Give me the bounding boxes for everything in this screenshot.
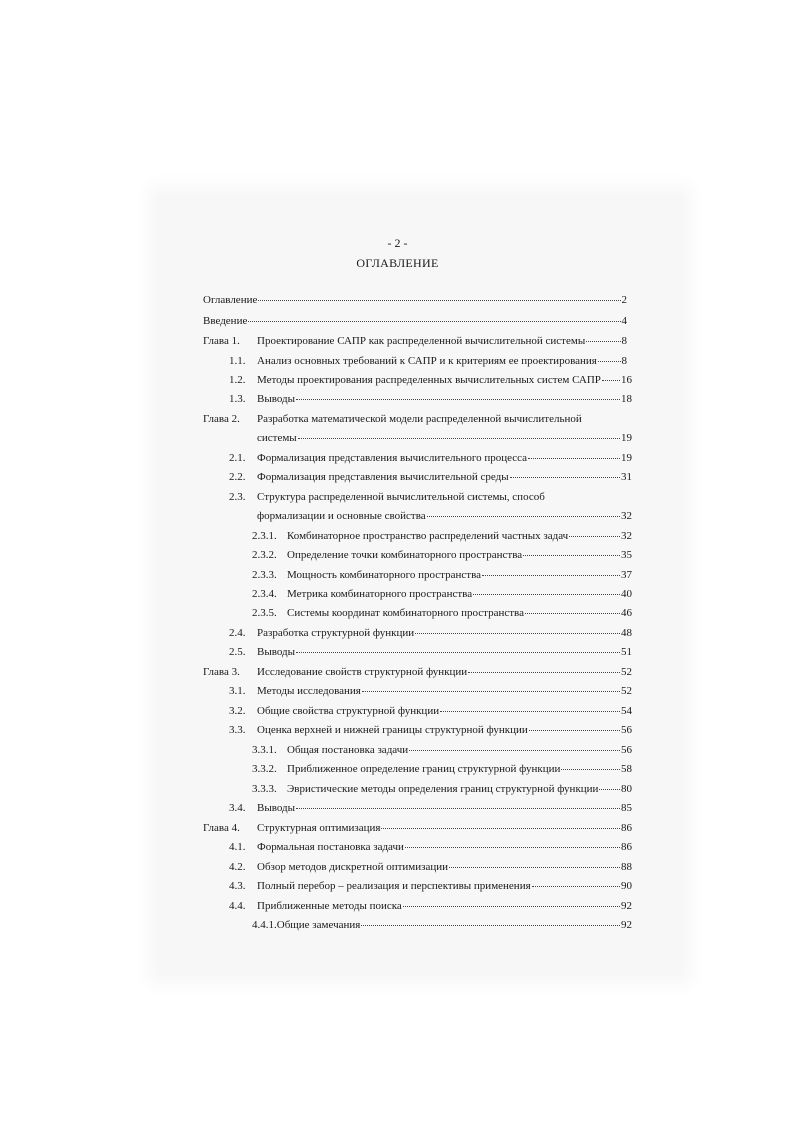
toc-entry-page: 19 (621, 452, 632, 464)
toc-entry-page: 19 (621, 432, 632, 444)
toc-entry-page: 85 (621, 802, 632, 814)
toc-entry-title-cont: системы (257, 432, 297, 444)
toc-entry-page: 92 (621, 900, 632, 912)
toc-entry-page: 46 (621, 607, 632, 619)
scanned-page-background (158, 195, 682, 975)
dot-leader (525, 613, 620, 614)
toc-entry-page: 90 (621, 880, 632, 892)
toc-entry-number: Глава 4. (203, 822, 240, 834)
toc-entry-title: Введение (203, 315, 248, 327)
page-number: - 2 - (387, 236, 408, 250)
toc-entry-number: 4.4. (229, 900, 246, 912)
dot-leader (599, 789, 620, 790)
toc-entry-page: 58 (621, 763, 632, 775)
dot-leader (598, 361, 621, 362)
toc-entry (287, 568, 632, 582)
toc-entry (257, 801, 632, 815)
toc-entry-title: Структурная оптимизация (257, 822, 381, 834)
toc-entry-title: Выводы (257, 393, 296, 405)
dot-leader (482, 575, 620, 576)
toc-entry-title: Эвристические методы определения границ структурной функции (287, 783, 599, 795)
toc-entry-title: Исследование свойств структурной функции (257, 666, 468, 678)
toc-entry (287, 606, 632, 620)
toc-entry-number: 1.2. (229, 374, 246, 386)
toc-entry-page: 8 (621, 335, 627, 347)
toc-entry-page: 56 (621, 724, 632, 736)
toc-entry (257, 899, 632, 913)
dot-leader (523, 555, 620, 556)
toc-entry-number: 3.3.2. (252, 763, 277, 775)
toc-entry (287, 743, 632, 757)
dot-leader (427, 516, 620, 517)
toc-entry (257, 354, 627, 368)
toc-entry (257, 645, 632, 659)
toc-entry-page: 51 (621, 646, 632, 658)
toc-entry-page: 56 (621, 744, 632, 756)
toc-entry (257, 392, 632, 406)
toc-entry-number: Глава 2. (203, 413, 240, 425)
toc-entry-page: 52 (621, 685, 632, 697)
dot-leader (528, 458, 620, 459)
toc-entry-title: Определение точки комбинаторного пространства (287, 549, 523, 561)
toc-entry (257, 860, 632, 874)
dot-leader (296, 652, 620, 653)
dot-leader (602, 380, 620, 381)
toc-entry-page: 8 (621, 355, 627, 367)
toc-entry-page: 35 (621, 549, 632, 561)
toc-entry (257, 821, 632, 835)
toc-entry (203, 293, 627, 307)
toc-entry (287, 529, 632, 543)
dot-leader (403, 906, 620, 907)
toc-entry (257, 470, 632, 484)
toc-entry (257, 704, 632, 718)
toc-entry-page: 40 (621, 588, 632, 600)
toc-entry-number: 2.3.1. (252, 530, 277, 542)
toc-entry-number: 2.3.3. (252, 569, 277, 581)
toc-entry-page: 86 (621, 841, 632, 853)
toc-entry-number: 2.3.2. (252, 549, 277, 561)
toc-entry-page: 2 (621, 294, 627, 306)
toc-entry-title: Выводы (257, 646, 296, 658)
toc-entry-page: 54 (621, 705, 632, 717)
toc-entry-title: Общие свойства структурной функции (257, 705, 440, 717)
toc-entry-number: 4.1. (229, 841, 246, 853)
toc-entry-number: 4.3. (229, 880, 246, 892)
toc-entry-number: 2.2. (229, 471, 246, 483)
dot-leader (362, 691, 620, 692)
dot-leader (473, 594, 620, 595)
toc-entry-title: Приближенное определение границ структурной функции (287, 763, 561, 775)
toc-entry-number: 1.1. (229, 355, 246, 367)
toc-entry-title: Разработка структурной функции (257, 627, 415, 639)
toc-entry-number: 4.4.1. (252, 919, 277, 931)
toc-entry-number: 3.3.3. (252, 783, 277, 795)
toc-entry-title: Приближенные методы поиска (257, 900, 402, 912)
toc-entry-number: 3.3. (229, 724, 246, 736)
dot-leader (561, 769, 620, 770)
dot-leader (258, 300, 620, 301)
toc-entry-title: Оценка верхней и нижней границы структурной функции (257, 724, 528, 736)
toc-entry-title: Структура распределенной вычислительной системы, способ (257, 491, 545, 503)
toc-entry-title: Обзор методов дискретной оптимизации (257, 861, 449, 873)
toc-entry-title: Комбинаторное пространство распределений частных задач (287, 530, 569, 542)
toc-entry-number: 2.3. (229, 491, 246, 503)
toc-entry-title: Выводы (257, 802, 296, 814)
toc-entry-page: 80 (621, 783, 632, 795)
dot-leader (586, 341, 620, 342)
dot-leader (298, 438, 620, 439)
dot-leader (405, 847, 620, 848)
toc-entry-title: Анализ основных требований к САПР и к критериям ее проектирования (257, 355, 597, 367)
toc-entry-title: Метрика комбинаторного пространства (287, 588, 473, 600)
toc-entry (257, 509, 632, 523)
toc-entry (287, 587, 632, 601)
toc-entry (287, 782, 632, 796)
page-title: ОГЛАВЛЕНИЕ (356, 256, 439, 270)
toc-entry (252, 918, 632, 932)
toc-entry (257, 334, 627, 348)
toc-entry-title: Методы исследования (257, 685, 361, 697)
toc-entry (257, 723, 632, 737)
toc-entry-page: 37 (621, 569, 632, 581)
toc-entry-page: 48 (621, 627, 632, 639)
dot-leader (409, 750, 620, 751)
dot-leader (381, 828, 620, 829)
toc-entry-title: Системы координат комбинаторного пространства (287, 607, 524, 619)
toc-entry-number: 3.4. (229, 802, 246, 814)
dot-leader (569, 536, 620, 537)
toc-entry-page: 18 (621, 393, 632, 405)
toc-entry-title: Полный перебор – реализация и перспективы применения (257, 880, 531, 892)
toc-entry-title: Формальная постановка задачи (257, 841, 404, 853)
toc-entry-number: 3.2. (229, 705, 246, 717)
toc-entry-number: Глава 1. (203, 335, 240, 347)
toc-entry-title: Общие замечания (276, 919, 361, 931)
toc-entry-title: Формализация представления вычислительной среды (257, 471, 509, 483)
toc-entry-title: Методы проектирования распределенных вычислительных систем САПР (257, 374, 601, 386)
toc-entry-title: Общая постановка задачи (287, 744, 409, 756)
toc-entry (257, 665, 632, 679)
toc-entry-number: 2.3.4. (252, 588, 277, 600)
toc-entry-number: 2.5. (229, 646, 246, 658)
toc-entry (257, 373, 632, 387)
toc-entry-number: 3.3.1. (252, 744, 277, 756)
toc-entry (203, 314, 627, 328)
toc-entry (257, 840, 632, 854)
toc-entry (257, 431, 632, 445)
dot-leader (296, 399, 620, 400)
dot-leader (440, 711, 620, 712)
toc-entry (257, 879, 632, 893)
toc-entry (257, 684, 632, 698)
toc-entry-title-cont: формализации и основные свойства (257, 510, 426, 522)
toc-entry-page: 32 (621, 510, 632, 522)
toc-entry-number: 2.3.5. (252, 607, 277, 619)
toc-entry-number: 2.1. (229, 452, 246, 464)
toc-entry-title: Проектирование САПР как распределенной вычислительной системы (257, 335, 586, 347)
toc-entry-page: 32 (621, 530, 632, 542)
toc-entry (287, 548, 632, 562)
toc-entry-number: 2.4. (229, 627, 246, 639)
toc-entry-page: 88 (621, 861, 632, 873)
toc-entry-title: Оглавление (203, 294, 258, 306)
dot-leader (532, 886, 620, 887)
toc-entry (257, 451, 632, 465)
dot-leader (449, 867, 620, 868)
toc-entry-title: Формализация представления вычислительного процесса (257, 452, 528, 464)
toc-entry-number: 1.3. (229, 393, 246, 405)
dot-leader (510, 477, 620, 478)
toc-entry-page: 86 (621, 822, 632, 834)
dot-leader (361, 925, 620, 926)
toc-entry-title: Мощность комбинаторного пространства (287, 569, 482, 581)
toc-entry (287, 762, 632, 776)
dot-leader (248, 321, 620, 322)
dot-leader (529, 730, 620, 731)
toc-entry-number: 4.2. (229, 861, 246, 873)
toc-entry-page: 4 (621, 315, 627, 327)
toc-entry-title: Разработка математической модели распределенной вычислительной (257, 413, 582, 425)
toc-entry-number: Глава 3. (203, 666, 240, 678)
dot-leader (415, 633, 620, 634)
toc-entry-page: 31 (621, 471, 632, 483)
dot-leader (296, 808, 620, 809)
dot-leader (468, 672, 620, 673)
toc-entry (257, 626, 632, 640)
toc-entry-page: 52 (621, 666, 632, 678)
toc-entry-page: 16 (621, 374, 632, 386)
toc-entry-number: 3.1. (229, 685, 246, 697)
toc-entry-page: 92 (621, 919, 632, 931)
